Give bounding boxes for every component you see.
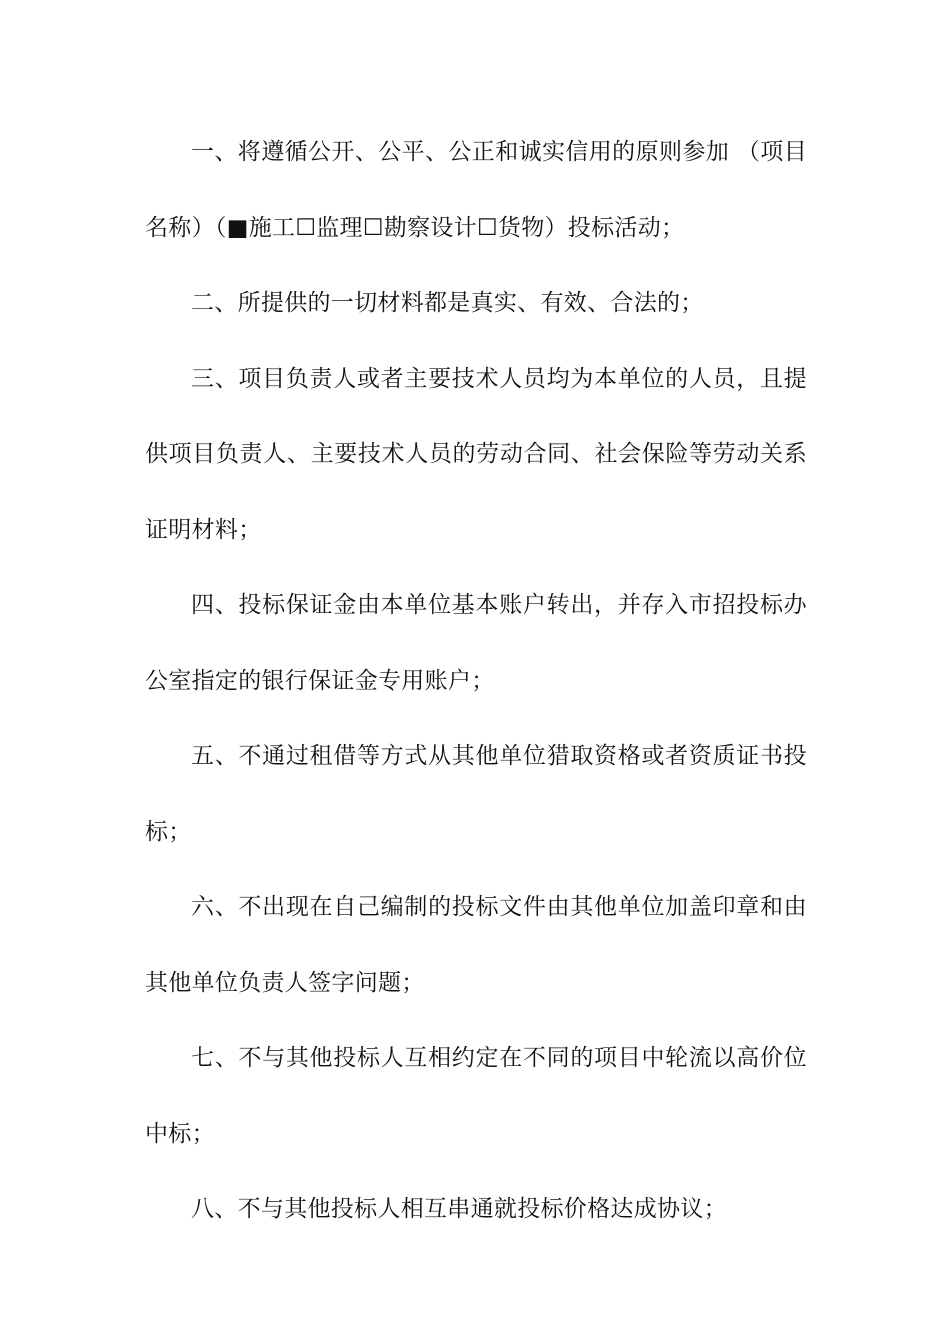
- paragraph-4: 四、投标保证金由本单位基本账户转出，并存入市招投标办公室指定的银行保证金专用账户；: [145, 592, 807, 694]
- paragraph-1: 一、将遵循公开、公平、公正和诚实信用的原则参加 （项目名称）（■施工☐监理☐勘察设计☐货物）投标活动；: [145, 139, 807, 241]
- document-body: [145, 115, 807, 1248]
- paragraph-3: 三、项目负责人或者主要技术人员均为本单位的人员，且提供项目负责人、主要技术人员的劳动合同、社会保险等劳动关系证明材料；: [145, 365, 807, 543]
- paragraph-7: 七、不与其他投标人互相约定在不同的项目中轮流以高价位中标；: [145, 1045, 807, 1147]
- paragraph-2: 二、所提供的一切材料都是真实、有效、合法的；: [191, 290, 704, 316]
- paragraph-8: 八、不与其他投标人相互串通就投标价格达成协议；: [191, 1196, 727, 1222]
- paragraph-5: 五、不通过租借等方式从其他单位猎取资格或者资质证书投标；: [145, 743, 807, 845]
- paragraph-6: 六、不出现在自己编制的投标文件由其他单位加盖印章和由其他单位负责人签字问题；: [145, 894, 807, 996]
